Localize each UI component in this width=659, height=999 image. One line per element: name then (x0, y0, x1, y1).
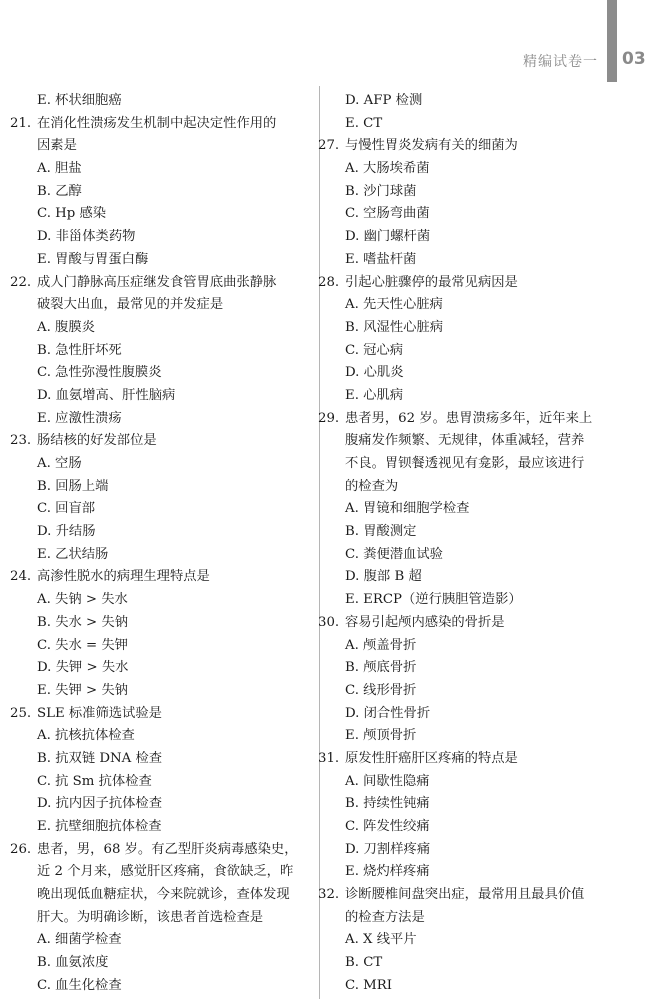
answer-option: E. 嗜盐杆菌 (345, 251, 417, 267)
answer-option: B. 急性肝坏死 (37, 342, 122, 358)
question-number: 25. (10, 705, 32, 721)
answer-option: B. 失水 > 失钠 (37, 614, 129, 630)
answer-option: E. 杯状细胞癌 (37, 93, 122, 108)
question-number: 26. (10, 841, 32, 857)
answer-option: E. 烧灼样疼痛 (345, 864, 430, 880)
answer-option: B. CT (345, 955, 383, 971)
header-divider-bar (607, 0, 617, 82)
question-text: 成人门静脉高压症继发食管胃底曲张静脉 (37, 274, 277, 290)
question-text: 引起心脏骤停的最常见病因是 (345, 274, 518, 290)
question-text: 原发性肝癌肝区疼痛的特点是 (345, 750, 518, 766)
answer-option: E. 乙状结肠 (37, 546, 109, 562)
question-text: 患者，男，68 岁。有乙型肝炎病毒感染史， (37, 841, 298, 857)
question-text-continuation: 不良。胃钡餐透视见有龛影，最应该进行 (345, 456, 585, 471)
answer-option: D. 心肌炎 (345, 365, 404, 381)
answer-option: C. 线形骨折 (345, 682, 417, 698)
question-stem (318, 135, 618, 158)
answer-option: C. 血生化检查 (37, 977, 122, 993)
answer-option: A. 细菌学检查 (37, 932, 122, 948)
answer-option: C. 阵发性绞痛 (345, 819, 430, 834)
answer-option: C. 急性弥漫性腹膜炎 (37, 365, 162, 381)
answer-option: C. 失水 = 失钾 (37, 637, 128, 653)
question-number: 32. (318, 887, 340, 903)
answer-option: C. 冠心病 (345, 342, 404, 358)
question-text-continuation: 晚出现低血糖症状，今来院就诊，查体发现 (37, 887, 290, 903)
answer-option: B. 血氨浓度 (37, 955, 109, 971)
question-text: 与慢性胃炎发病有关的细菌为 (345, 138, 518, 154)
answer-option: A. 大肠埃希菌 (345, 161, 430, 177)
right-column (318, 90, 618, 998)
question-number: 21. (10, 115, 32, 131)
question-stem (318, 748, 618, 771)
answer-option: A. X 线平片 (345, 932, 417, 948)
answer-option: D. 非甾体类药物 (37, 229, 136, 245)
question-text: 患者男，62 岁。患胃溃疡多年，近年来上 (345, 410, 593, 426)
answer-option: E. CT (345, 115, 383, 131)
question-stem (318, 884, 618, 907)
question-number: 30. (318, 614, 340, 630)
answer-option: E. 抗壁细胞抗体检查 (37, 819, 162, 834)
answer-option: D. 幽门螺杆菌 (345, 229, 431, 245)
answer-option: B. 回肠上端 (37, 478, 109, 494)
answer-option: B. 胃酸测定 (345, 524, 417, 540)
question-text-continuation: 近 2 个月来，感觉肝区疼痛，食欲缺乏，昨 (37, 864, 294, 880)
question-stem (318, 272, 618, 295)
answer-option: A. 腹膜炎 (37, 319, 95, 335)
question-stem (318, 612, 618, 635)
answer-option: A. 胆盐 (37, 161, 82, 177)
page-number: 03 (622, 49, 646, 69)
question-number: 29. (318, 410, 340, 426)
question-text-continuation: 的检查方法是 (345, 909, 425, 925)
question-text: 高渗性脱水的病理生理特点是 (37, 569, 210, 585)
question-number: 28. (318, 274, 340, 290)
question-stem (10, 839, 308, 862)
answer-option: B. 沙门球菌 (345, 183, 417, 199)
answer-option: A. 失钠 > 失水 (37, 592, 128, 608)
question-number: 23. (10, 433, 32, 449)
question-text-continuation: 破裂大出血，最常见的并发症是 (37, 297, 224, 313)
question-stem (10, 703, 308, 726)
question-text: 在消化性溃疡发生机制中起决定性作用的 (37, 115, 277, 131)
answer-option: D. 刀割样疼痛 (345, 841, 431, 857)
answer-option: C. MRI (345, 977, 393, 993)
question-text-continuation: 肝大。为明确诊断，该患者首选检查是 (37, 909, 264, 925)
question-text: 诊断腰椎间盘突出症，最常用且最具价值 (345, 887, 585, 903)
answer-option: A. 先天性心脏病 (345, 297, 443, 313)
answer-option: C. Hp 感染 (37, 206, 107, 222)
answer-option: C. 空肠弯曲菌 (345, 206, 430, 222)
question-text: 肠结核的好发部位是 (37, 433, 157, 449)
question-stem (10, 566, 308, 589)
answer-option: A. 间歇性隐痛 (345, 773, 430, 789)
header-title: 精编试卷一 (523, 54, 598, 70)
question-number: 22. (10, 274, 32, 290)
question-text-continuation: 因素是 (37, 138, 77, 154)
question-text-continuation: 的检查为 (345, 478, 399, 494)
answer-option: D. 血氨增高、肝性脑病 (37, 387, 176, 403)
question-number: 24. (10, 569, 32, 585)
question-stem (10, 113, 308, 136)
answer-option: A. 颅盖骨折 (345, 637, 417, 653)
question-stem (10, 430, 308, 453)
answer-option: E. 颅顶骨折 (345, 728, 417, 744)
left-column (10, 90, 308, 998)
question-number: 27. (318, 138, 340, 154)
answer-option: D. 腹部 B 超 (345, 569, 422, 585)
answer-option: C. 回盲部 (37, 501, 96, 517)
answer-option: B. 风湿性心脏病 (345, 319, 444, 335)
answer-option: C. 粪便潜血试验 (345, 546, 443, 562)
question-text-continuation: 腹痛发作频繁、无规律，体重减轻，营养 (345, 433, 585, 449)
answer-option: E. ERCP（逆行胰胆管造影） (345, 592, 522, 608)
answer-option: E. 应激性溃疡 (37, 410, 122, 426)
answer-option: D. 闭合性骨折 (345, 705, 431, 721)
answer-option: B. 颅底骨折 (345, 660, 417, 676)
answer-option: B. 抗双链 DNA 检查 (37, 750, 163, 766)
answer-option: D. 失钾 > 失水 (37, 660, 129, 676)
answer-option: D. 升结肠 (37, 524, 96, 540)
answer-option: D. 抗内因子抗体检查 (37, 796, 163, 812)
answer-option: E. 心肌病 (345, 387, 404, 403)
answer-option: D. AFP 检测 (345, 93, 423, 108)
answer-option: B. 持续性钝痛 (345, 796, 430, 812)
question-number: 31. (318, 750, 340, 766)
answer-option: E. 失钾 > 失钠 (37, 682, 128, 698)
question-stem (318, 408, 618, 431)
answer-option: B. 乙醇 (37, 183, 82, 199)
answer-option: A. 胃镜和细胞学检查 (345, 501, 470, 517)
question-stem (10, 272, 308, 295)
answer-option: A. 抗核抗体检查 (37, 728, 135, 744)
question-text: 容易引起颅内感染的骨折是 (345, 614, 505, 630)
page-header (0, 0, 659, 80)
answer-option: C. 抗 Sm 抗体检查 (37, 773, 152, 789)
question-text: SLE 标准筛选试验是 (37, 705, 162, 721)
answer-option: E. 胃酸与胃蛋白酶 (37, 251, 149, 267)
answer-option: A. 空肠 (37, 456, 82, 471)
